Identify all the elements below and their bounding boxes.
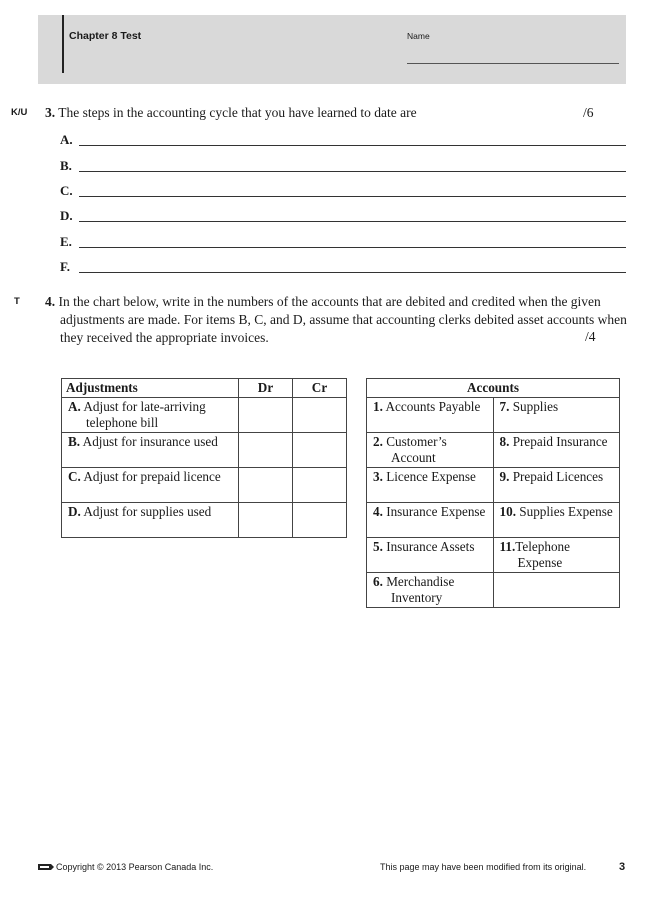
account-cell: 2. Customer’s Account [367, 433, 494, 468]
table-row [367, 433, 620, 468]
table-row [62, 398, 347, 433]
footer-notice: This page may have been modified from its original. [380, 862, 587, 872]
table-row [62, 503, 347, 538]
q3-prompt [45, 105, 417, 121]
table-header-row [62, 379, 347, 398]
table-header-row [367, 379, 620, 398]
answer-letter: B. [60, 158, 72, 173]
account-cell: 3. Licence Expense [367, 468, 494, 503]
q4-category: T [14, 296, 20, 307]
answer-row-e[interactable] [60, 234, 626, 250]
account-cell: 10. Supplies Expense [493, 503, 620, 538]
dr-cell[interactable] [239, 433, 293, 468]
header-rule [62, 15, 64, 73]
cr-cell[interactable] [293, 433, 347, 468]
chapter-title: Chapter 8 Test [69, 30, 142, 42]
name-input-line[interactable] [407, 63, 619, 64]
answer-line[interactable] [79, 196, 626, 197]
cr-cell[interactable] [293, 503, 347, 538]
q4-text: In the chart below, write in the numbers of the accounts that are debited and credited when the given adjustments are made. For items B, C, and D, assume that accounting clerks debited asset accounts when they received the appropriate invoices. [58, 294, 627, 345]
q3-text: The steps in the accounting cycle that you have learned to date are [58, 105, 417, 120]
answer-row-b[interactable] [60, 158, 626, 174]
copyright-text: Copyright © 2013 Pearson Canada Inc. [56, 862, 214, 872]
account-cell: 8. Prepaid Insurance [493, 433, 620, 468]
dr-header: Dr [239, 379, 293, 398]
adjustments-header: Adjustments [62, 379, 239, 398]
adjustment-label: B. Adjust for insurance used [62, 433, 239, 468]
answer-row-a[interactable] [60, 132, 626, 148]
pearson-logo-icon [38, 862, 54, 874]
table-row [367, 503, 620, 538]
account-cell: 11.Telephone Expense [493, 538, 620, 573]
answer-line[interactable] [79, 171, 626, 172]
answer-letter: E. [60, 234, 72, 249]
accounts-header: Accounts [367, 379, 620, 398]
answer-row-d[interactable] [60, 208, 626, 224]
dr-cell[interactable] [239, 503, 293, 538]
accounts-table [366, 378, 620, 608]
page-number: 3 [619, 861, 626, 873]
account-cell: 7. Supplies [493, 398, 620, 433]
q3-category: K/U [11, 107, 28, 118]
account-cell: 4. Insurance Expense [367, 503, 494, 538]
answer-letter: D. [60, 208, 73, 223]
q4-prompt [45, 293, 645, 347]
cr-cell[interactable] [293, 398, 347, 433]
answer-letter: F. [60, 259, 70, 274]
answer-row-f[interactable] [60, 259, 626, 275]
adjustment-label: D. Adjust for supplies used [62, 503, 239, 538]
table-row [367, 573, 620, 608]
answer-row-c[interactable] [60, 183, 626, 199]
cr-cell[interactable] [293, 468, 347, 503]
table-row [62, 433, 347, 468]
answer-line[interactable] [79, 145, 626, 146]
account-cell: 5. Insurance Assets [367, 538, 494, 573]
answer-line[interactable] [79, 221, 626, 222]
account-cell: 1. Accounts Payable [367, 398, 494, 433]
q4-marks: /4 [585, 329, 596, 344]
q3-number: 3. [45, 105, 56, 120]
answer-line[interactable] [79, 247, 626, 248]
cr-header: Cr [293, 379, 347, 398]
adjustment-label: A. Adjust for late-arriving telephone bill [62, 398, 239, 433]
answer-letter: C. [60, 183, 73, 198]
adjustment-label: C. Adjust for prepaid licence [62, 468, 239, 503]
footer-copyright [38, 862, 213, 874]
account-cell: 6. Merchandise Inventory [367, 573, 494, 608]
table-row [367, 398, 620, 433]
dr-cell[interactable] [239, 468, 293, 503]
q3-marks: /6 [583, 105, 594, 120]
adjustments-table [61, 378, 347, 538]
table-row [367, 538, 620, 573]
q4-number: 4. [45, 294, 56, 309]
answer-letter: A. [60, 132, 73, 147]
empty-account-cell [493, 573, 620, 608]
name-label: Name [407, 31, 430, 41]
answer-line[interactable] [79, 272, 626, 273]
header-band [38, 15, 626, 84]
dr-cell[interactable] [239, 398, 293, 433]
account-cell: 9. Prepaid Licences [493, 468, 620, 503]
table-row [367, 468, 620, 503]
table-row [62, 468, 347, 503]
